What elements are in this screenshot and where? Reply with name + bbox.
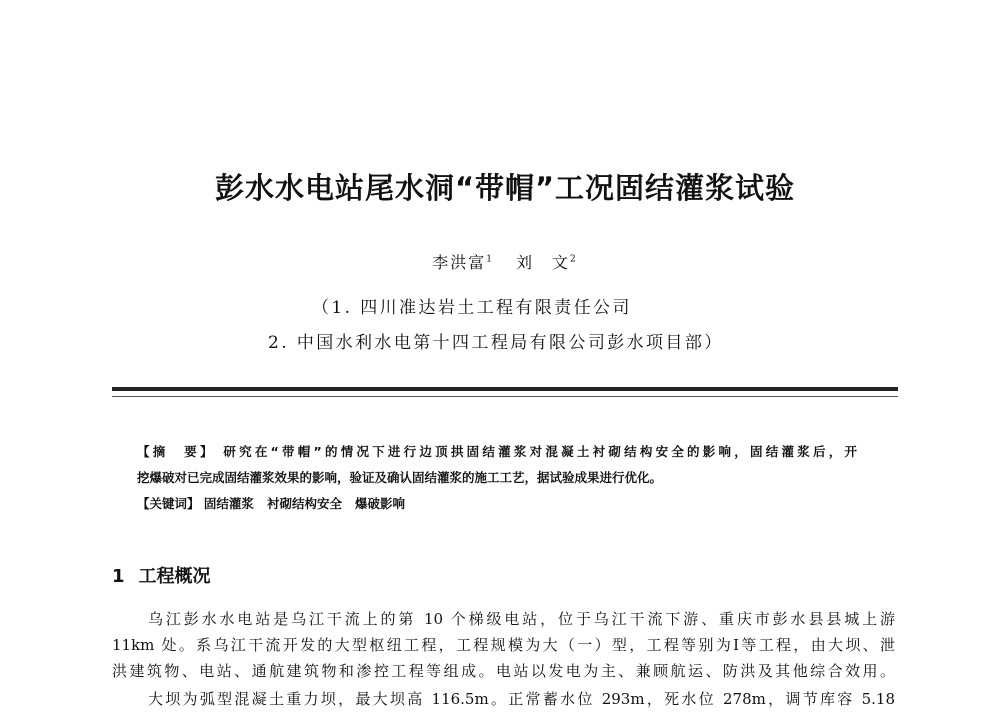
keywords-label: 【关键词】	[137, 496, 200, 511]
author-affiliation-mark: 1	[486, 254, 494, 265]
abstract-line-2: 挖爆破对已完成固结灌浆效果的影响，验证及确认固结灌浆的施工工艺，据试验成果进行优化。	[137, 470, 663, 485]
body-line: 乌江彭水水电站是乌江干流上的第 10 个梯级电站，位于乌江干流下游、重庆市彭水县县城上游	[148, 610, 895, 628]
body-line: 大坝为弧型混凝土重力坝，最大坝高 116.5m。正常蓄水位 293m，死水位 278m，调节库容 5.18	[148, 690, 895, 708]
keyword: 爆破影响	[355, 496, 406, 511]
abstract-line-1	[137, 442, 857, 460]
abstract-text: 研究在“带帽”的情况下进行边顶拱固结灌浆对混凝土衬砌结构安全的影响，固结灌浆后，开	[223, 444, 857, 459]
abstract-label: 【摘 要】	[137, 444, 216, 459]
section-number: 1	[112, 566, 125, 587]
section-heading	[112, 562, 211, 588]
affiliation-2: 2. 中国水利水电第十四工程局有限公司彭水项目部）	[268, 333, 724, 353]
header-rule-thick	[112, 387, 898, 391]
body-line: 11km 处。系乌江干流开发的大型枢纽工程，工程规模为大（一）型，工程等别为Ⅰ等工程，由大坝、泄	[112, 636, 895, 654]
paper-title: 彭水水电站尾水洞“带帽”工况固结灌浆试验	[214, 171, 796, 205]
header-rule-thin	[112, 396, 898, 397]
author-affiliation-mark: 2	[570, 254, 578, 265]
keyword: 衬砌结构安全	[266, 496, 342, 511]
author-name: 刘 文	[516, 253, 571, 272]
section-title: 工程概况	[138, 566, 211, 587]
keyword: 固结灌浆	[203, 496, 254, 511]
affiliation-1: （1. 四川准达岩土工程有限责任公司	[312, 298, 632, 318]
author-name: 李洪富	[432, 253, 487, 272]
body-line: 洪建筑物、电站、通航建筑物和渗控工程等组成。电站以发电为主、兼顾航运、防洪及其他综合效用。	[112, 662, 895, 680]
keywords-line	[137, 494, 857, 512]
authors	[0, 250, 1000, 273]
